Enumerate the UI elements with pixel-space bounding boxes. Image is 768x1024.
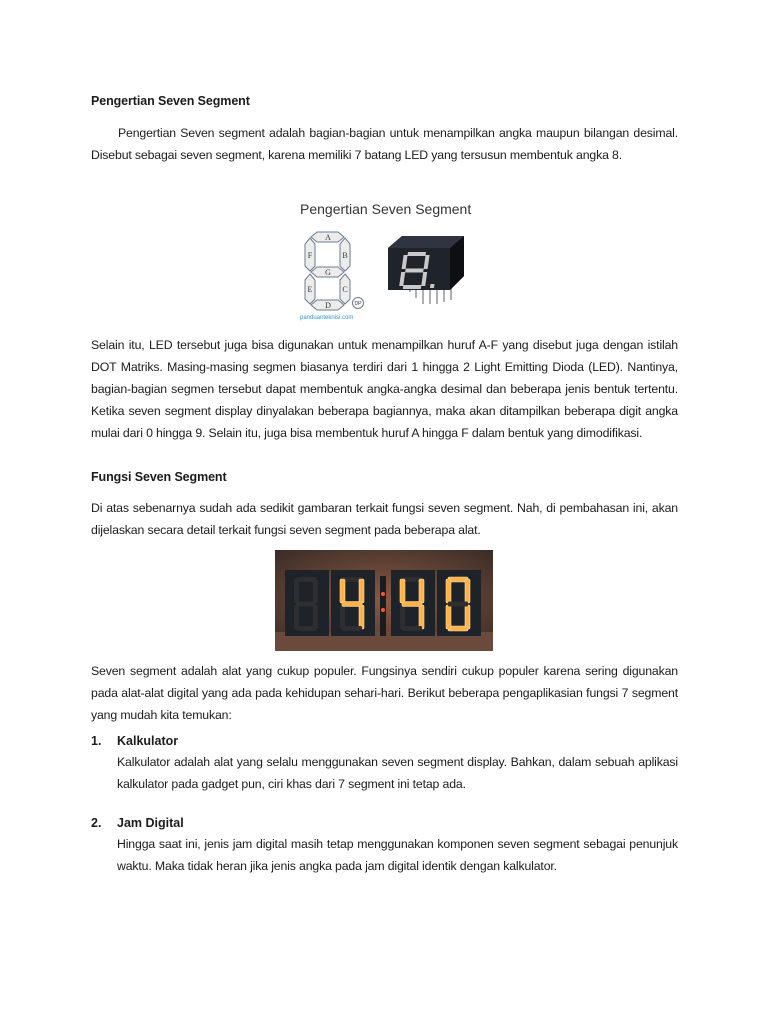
seven-segment-module-photo bbox=[388, 236, 464, 304]
body-paragraph-2: Seven segment adalah alat yang cukup populer. Fungsinya sendiri cukup populer karena sering digunakan pada alat-alat digital yang ada pada kehidupan sehari-hari. Berikut beberapa pengaplikasian fungsi 7 segment yang mudah kita temukan: bbox=[91, 664, 678, 722]
digit-4-segment-f bbox=[446, 579, 451, 603]
section-heading-pengertian: Pengertian Seven Segment bbox=[91, 94, 250, 108]
label-f: F bbox=[307, 251, 313, 260]
list-text-jam-digital: Hingga saat ini, jenis jam digital masih tetap menggunakan komponen seven segment sebagai penunjuk waktu. Maka tidak heran jika jenis angka pada jam digital identik dengan kalkulator. bbox=[117, 837, 678, 873]
digit-3-segment-b bbox=[419, 579, 424, 603]
label-d: D bbox=[325, 301, 331, 310]
list-title-jam-digital: Jam Digital bbox=[117, 816, 184, 830]
label-dp: DP bbox=[354, 301, 362, 307]
list-text-kalkulator: Kalkulator adalah alat yang selalu menggunakan seven segment display. Bahkan, dalam sebuah aplikasi kalkulator pada gadget pun, ciri khas dari 7 segment ini tetap ada. bbox=[117, 755, 678, 791]
digit-1-segment-e bbox=[294, 605, 299, 629]
body-paragraph-1: Selain itu, LED tersebut juga bisa digunakan untuk menampilkan huruf A-F yang disebut juga dengan istilah DOT Matriks. Masing-masing segmen biasanya terdiri dari 1 hingga 2 Light Emitting Dioda (LED). Nantinya, bagian-bagian segmen tersebut dapat membentuk angka-angka desimal dan beberapa jenis bentuk tertentu. Ketika seven segment display dinyalakan beberapa bagiannya, maka akan ditampilkan beberapa digit angka mulai dari 0 hingga 9. Selain itu, juga bisa membentuk huruf A hingga F dalam bentuk yang dimodifikasi. bbox=[91, 338, 678, 440]
digit-4-segment-g bbox=[448, 602, 468, 607]
label-g: G bbox=[325, 268, 331, 277]
label-e: E bbox=[307, 285, 313, 294]
intro-paragraph: Pengertian Seven segment adalah bagian-bagian untuk menampilkan angka maupun bilangan desimal. Disebut sebagai seven segment, karena memiliki 7 batang LED yang tersusun membentuk angka 8. bbox=[91, 126, 678, 162]
list-title-kalkulator: Kalkulator bbox=[117, 734, 179, 748]
digit-2-segment-g bbox=[342, 602, 362, 607]
seven-segment-figure bbox=[290, 200, 485, 325]
clock-display-svg bbox=[275, 550, 493, 651]
digit-3-segment-e bbox=[400, 605, 405, 629]
digit-1-segment-g bbox=[296, 602, 316, 607]
list-number-2: 2. bbox=[91, 816, 102, 830]
list-number-1: 1. bbox=[91, 734, 102, 748]
figure-watermark: panduanteknisi.com bbox=[300, 315, 354, 321]
section-heading-fungsi: Fungsi Seven Segment bbox=[91, 470, 227, 484]
digit-2-segment-e bbox=[340, 605, 345, 629]
seven-segment-diagram bbox=[290, 200, 485, 325]
label-c: C bbox=[342, 285, 348, 294]
digit-3-segment-g bbox=[402, 602, 422, 607]
digit-1-segment-b bbox=[313, 579, 318, 603]
colon-dot-top bbox=[381, 592, 385, 596]
digit-1-segment-c bbox=[313, 605, 318, 629]
digit-2-segment-c bbox=[359, 605, 364, 629]
digit-1-segment-f bbox=[294, 579, 299, 603]
digit-2-segment-f bbox=[340, 579, 345, 603]
digit-4-segment-c bbox=[465, 605, 470, 629]
digit-4-segment-b bbox=[465, 579, 470, 603]
digit-3-segment-f bbox=[400, 579, 405, 603]
seven-segment-clock-photo bbox=[275, 550, 493, 651]
digit-2-segment-b bbox=[359, 579, 364, 603]
label-a: A bbox=[325, 233, 331, 242]
digit-3-segment-c bbox=[419, 605, 424, 629]
label-b: B bbox=[342, 251, 348, 260]
digit-4-segment-e bbox=[446, 605, 451, 629]
fungsi-intro-paragraph: Di atas sebenarnya sudah ada sedikit gambaran terkait fungsi seven segment. Nah, di pembahasan ini, akan dijelaskan secara detail terkait fungsi seven segment pada beberapa alat. bbox=[91, 501, 678, 537]
colon-dot-bottom bbox=[381, 608, 385, 612]
figure-title: Pengertian Seven Segment bbox=[300, 201, 472, 217]
